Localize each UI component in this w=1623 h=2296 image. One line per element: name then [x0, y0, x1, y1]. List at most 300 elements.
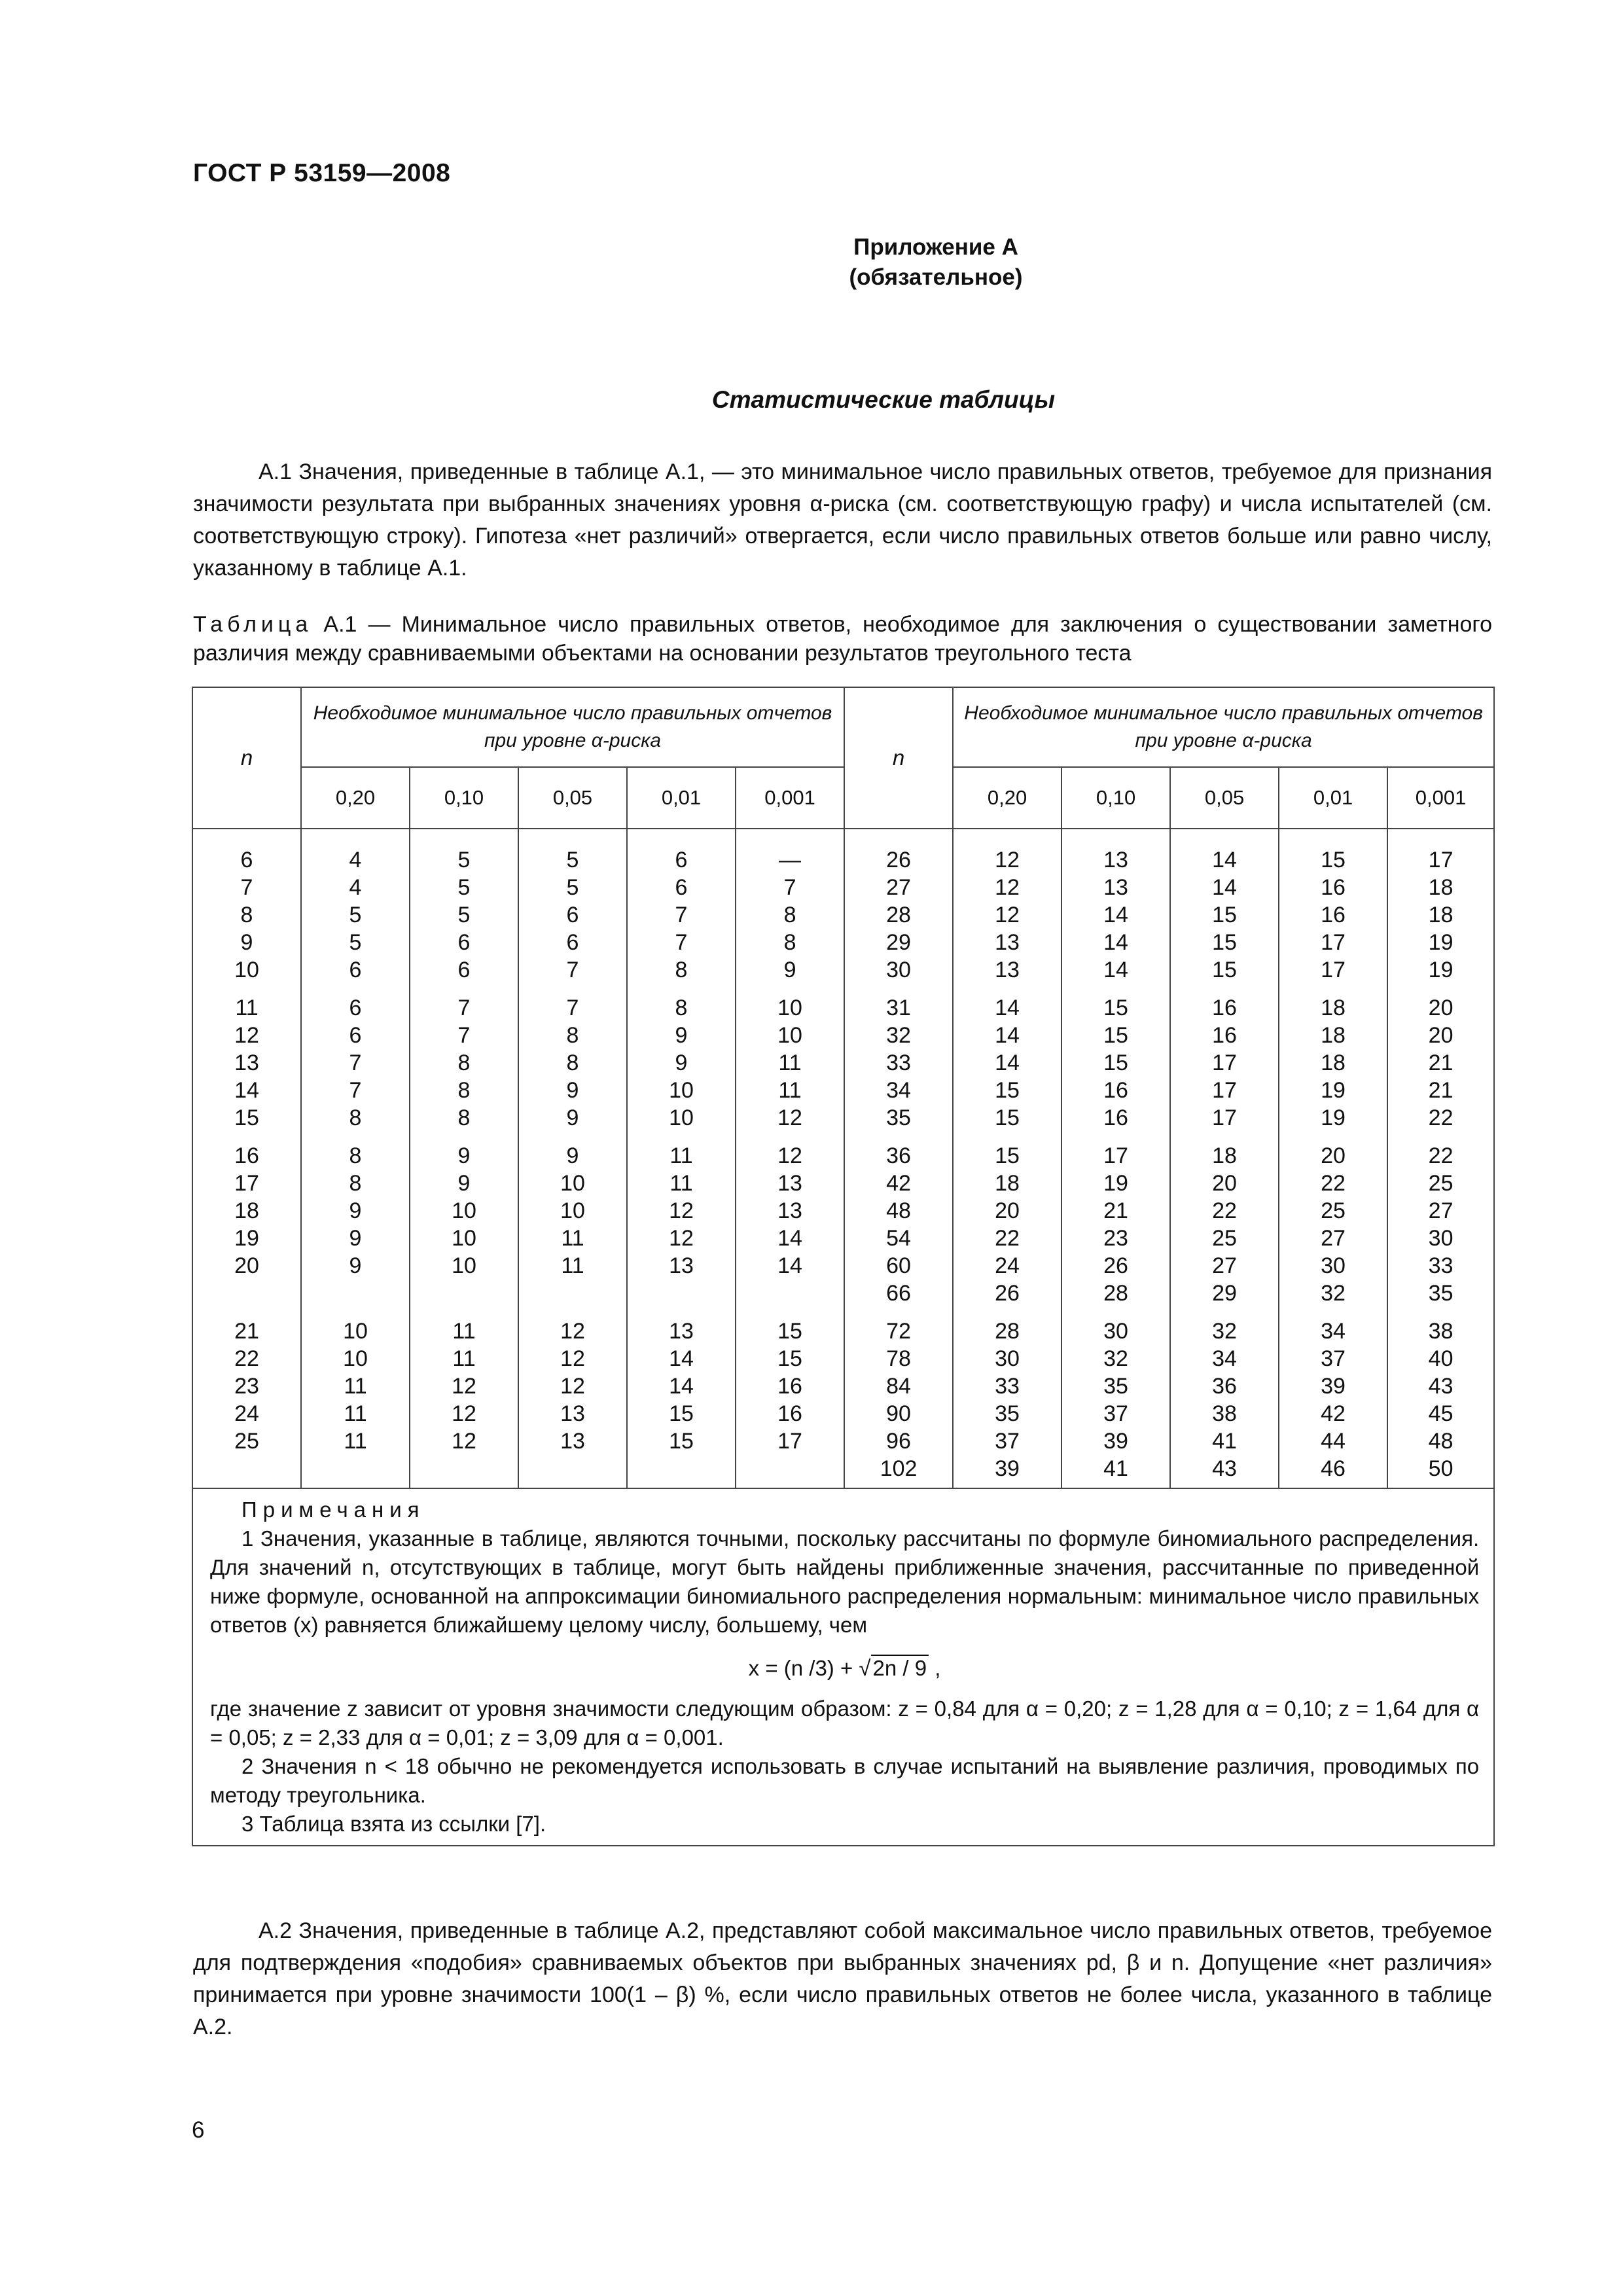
table-cell-left-c2: [410, 1312, 518, 1488]
table-cell-right-n: [844, 1137, 953, 1312]
table-value: 8: [675, 996, 688, 1020]
table-value: 43: [1428, 1374, 1454, 1399]
table-value: 18: [1321, 1050, 1346, 1075]
table-value: 17: [1212, 1105, 1237, 1130]
table-cell-left-c5: [736, 1137, 844, 1312]
table-value: 17: [1321, 930, 1346, 955]
table-cell-left-c2: [410, 841, 518, 989]
table-cell-left-c4: [627, 989, 736, 1137]
table-value: 12: [669, 1226, 694, 1251]
table-value: 13: [777, 1171, 802, 1196]
table-cell-right-c2: [1061, 989, 1170, 1137]
table-value: 6: [457, 958, 471, 982]
table-value: 15: [1103, 996, 1128, 1020]
table-cell-right-n: [844, 841, 953, 989]
table-value: 15: [234, 1105, 259, 1130]
table-value: 7: [240, 875, 253, 900]
table-cell-left-n: [192, 989, 301, 1137]
table-value: 18: [234, 1198, 259, 1223]
table-value: 13: [669, 1253, 694, 1278]
table-row-block: [192, 1312, 1494, 1488]
table-value: 9: [349, 1226, 362, 1251]
table-value: 18: [1321, 1023, 1346, 1048]
table-value: 12: [234, 1023, 259, 1048]
table-value: 10: [234, 958, 259, 982]
table-value: 10: [560, 1171, 585, 1196]
table-value: 15: [995, 1105, 1020, 1130]
table-value: 42: [886, 1171, 911, 1196]
table-value: 5: [457, 903, 471, 927]
table-value: 38: [1212, 1401, 1237, 1426]
table-cell-right-c2: [1061, 841, 1170, 989]
table-value: 9: [349, 1198, 362, 1223]
table-value: 12: [777, 1143, 802, 1168]
table-value: 30: [886, 958, 911, 982]
table-value: 35: [886, 1105, 911, 1130]
table-value: 15: [777, 1319, 802, 1344]
table-value: 43: [1212, 1456, 1237, 1481]
table-value: 11: [235, 996, 259, 1020]
table-value: 20: [1428, 996, 1454, 1020]
table-value: 25: [234, 1429, 259, 1454]
table-value: 40: [1428, 1346, 1454, 1371]
table-value: 11: [778, 1050, 802, 1075]
table-cell-right-c2: [1061, 1137, 1170, 1312]
table-cell-right-c1: [953, 989, 1061, 1137]
table-value: 28: [886, 903, 911, 927]
table-value: 14: [1212, 875, 1237, 900]
table-value: 35: [1428, 1281, 1454, 1306]
table-value: 11: [452, 1346, 476, 1371]
table-value: 16: [777, 1401, 802, 1426]
table-value: 14: [1103, 930, 1128, 955]
table-value: 36: [886, 1143, 911, 1168]
paragraph-a1: [193, 456, 1492, 584]
table-value: 16: [1103, 1078, 1128, 1103]
table-value: 8: [349, 1171, 362, 1196]
table-value: 12: [560, 1374, 585, 1399]
table-value: 30: [1428, 1226, 1454, 1251]
table-cell-left-c1: [301, 1312, 410, 1488]
table-value: 21: [234, 1319, 259, 1344]
table-value: 17: [1103, 1143, 1128, 1168]
formula-lhs: x = (n /3) +: [748, 1656, 859, 1680]
table-cell-right-c4: [1279, 841, 1387, 989]
table-value: 60: [886, 1253, 911, 1278]
table-value: 6: [349, 958, 362, 982]
table-value: 26: [995, 1281, 1020, 1306]
table-value: 27: [1212, 1253, 1237, 1278]
table-cell-left-c2: [410, 1137, 518, 1312]
table-value: 18: [1212, 1143, 1237, 1168]
table-value: 12: [995, 848, 1020, 872]
table-value: 90: [886, 1401, 911, 1426]
table-value: 12: [452, 1401, 476, 1426]
table-value: 27: [1428, 1198, 1454, 1223]
table-value: 6: [675, 848, 688, 872]
table-value: 45: [1428, 1401, 1454, 1426]
table-cell-right-c5: [1387, 1137, 1494, 1312]
table-value: 11: [344, 1374, 367, 1399]
table-value: 11: [561, 1226, 584, 1251]
table-value: 7: [349, 1078, 362, 1103]
table-value: 7: [566, 996, 579, 1020]
table-value: 39: [1103, 1429, 1128, 1454]
table-value: 41: [1212, 1429, 1237, 1454]
table-value: 16: [777, 1374, 802, 1399]
table-cell-right-c3: [1170, 989, 1279, 1137]
table-value: 14: [234, 1078, 259, 1103]
table-cell-left-c3: [518, 841, 627, 989]
table-value: 29: [886, 930, 911, 955]
table-value: 7: [566, 958, 579, 982]
table-value: 10: [343, 1319, 368, 1344]
table-value: 13: [995, 930, 1020, 955]
table-value: 15: [1212, 903, 1237, 927]
table-value: 14: [1212, 848, 1237, 872]
table-value: 102: [880, 1456, 918, 1481]
table-value: 8: [240, 903, 253, 927]
document-header: ГОСТ Р 53159—2008: [193, 159, 451, 187]
table-value: 16: [1321, 875, 1346, 900]
table-value: 20: [1212, 1171, 1237, 1196]
table-value: 17: [1212, 1050, 1237, 1075]
table-value: 9: [457, 1171, 471, 1196]
table-value: 31: [886, 996, 911, 1020]
table-value: 48: [886, 1198, 911, 1223]
table-value: 5: [566, 875, 579, 900]
table-value: 35: [1103, 1374, 1128, 1399]
table-value: 14: [995, 1023, 1020, 1048]
table-value: 22: [1428, 1105, 1454, 1130]
table-cell-left-c1: [301, 1137, 410, 1312]
table-value: 25: [1212, 1226, 1237, 1251]
table-value: 14: [777, 1226, 802, 1251]
table-value: 20: [234, 1253, 259, 1278]
table-value: 9: [240, 930, 253, 955]
table-cell-right-n: [844, 989, 953, 1137]
table-value: 19: [1428, 958, 1454, 982]
table-value: 13: [560, 1429, 585, 1454]
formula: [210, 1654, 1479, 1683]
table-value: 10: [777, 996, 802, 1020]
table-value: 9: [675, 1050, 688, 1075]
section-title: Статистические таблицы: [711, 386, 1056, 413]
table-value: 10: [669, 1105, 694, 1130]
table-caption-label: Таблица: [193, 612, 313, 637]
table-value: 5: [566, 848, 579, 872]
table-value: 14: [995, 1050, 1020, 1075]
table-notes: [192, 1488, 1494, 1846]
table-value: 39: [995, 1456, 1020, 1481]
note-3: 3 Таблица взята из ссылки [7].: [241, 1812, 546, 1836]
table-value: 17: [777, 1429, 802, 1454]
col-header-level-005: 0,05: [1170, 767, 1279, 829]
table-value: 28: [1103, 1281, 1128, 1306]
table-value: 30: [995, 1346, 1020, 1371]
table-cell-right-c2: [1061, 1312, 1170, 1488]
table-value: 8: [783, 930, 796, 955]
table-value: 17: [1428, 848, 1454, 872]
table-cell-left-c5: [736, 989, 844, 1137]
table-value: 20: [1321, 1143, 1346, 1168]
table-value: 11: [669, 1171, 693, 1196]
table-cell-right-c4: [1279, 1312, 1387, 1488]
table-value: 12: [452, 1429, 476, 1454]
table-value: 15: [995, 1143, 1020, 1168]
table-value: 32: [1103, 1346, 1128, 1371]
table-value: 6: [675, 875, 688, 900]
table-value: 11: [778, 1078, 802, 1103]
table-value: 26: [886, 848, 911, 872]
table-value: 10: [669, 1078, 694, 1103]
table-caption: [193, 610, 1492, 668]
table-value: 18: [1428, 875, 1454, 900]
table-value: 27: [886, 875, 911, 900]
table-value: 13: [777, 1198, 802, 1223]
table-value: 8: [675, 958, 688, 982]
table-value: 12: [669, 1198, 694, 1223]
table-value: 16: [1212, 996, 1237, 1020]
table-data: [192, 841, 1494, 1488]
table-value: 12: [995, 903, 1020, 927]
table-value: 12: [995, 875, 1020, 900]
table-value: 44: [1321, 1429, 1346, 1454]
page-number: 6: [192, 2117, 205, 2143]
table-value: 5: [457, 848, 471, 872]
table-value: 22: [1212, 1198, 1237, 1223]
table-value: 10: [452, 1253, 476, 1278]
col-header-level-001: 0,01: [627, 767, 736, 829]
table-value: 14: [1103, 903, 1128, 927]
table-value: 19: [234, 1226, 259, 1251]
table-value: 16: [1321, 903, 1346, 927]
table-value: 19: [1428, 930, 1454, 955]
paragraph-a2-text: А.2 Значения, приведенные в таблице А.2, представляют собой максимальное число правильных ответов, требуемое для подтверждения «подобия» сравниваемых объектов при выбранных значениях pd, β и n. Допущение «нет различия» принимается при уровне значимости 100(1 – β) %, если число правильных ответов не более числа, указанного в таблице А.2.: [193, 1918, 1492, 2039]
table-value: 21: [1428, 1050, 1454, 1075]
table-value: 10: [777, 1023, 802, 1048]
table-value: 11: [452, 1319, 476, 1344]
table-value: 6: [566, 903, 579, 927]
table-value: 8: [349, 1143, 362, 1168]
table-value: 66: [886, 1281, 911, 1306]
table-cell-left-c2: [410, 989, 518, 1137]
table-value: 9: [566, 1143, 579, 1168]
table-value: 7: [349, 1050, 362, 1075]
col-header-group-left: Необходимое минимальное число правильных отчетов при уровне α-риска: [301, 687, 844, 767]
table-value: 29: [1212, 1281, 1237, 1306]
table-value: 7: [457, 996, 471, 1020]
paragraph-a1-text: А.1 Значения, приведенные в таблице А.1, — это минимальное число правильных ответов, требуемое для признания значимости результата при выбранных значениях уровня α-риска (см. соответствующую графу) и числа испытателей (см. соответствующую строку). Гипотеза «нет различий» отвергается, если число правильных ответов больше или равно числу, указанному в таблице А.1.: [193, 459, 1492, 581]
table-cell-right-c4: [1279, 989, 1387, 1137]
col-header-level-020: 0,20: [953, 767, 1061, 829]
statistics-table: [192, 687, 1495, 1846]
col-header-n-right: n: [844, 687, 953, 829]
table-row-block: [192, 841, 1494, 989]
table-value: 41: [1103, 1456, 1128, 1481]
table-value: 5: [349, 930, 362, 955]
table-cell-left-n: [192, 1312, 301, 1488]
table-value: 8: [783, 903, 796, 927]
table-value: 36: [1212, 1374, 1237, 1399]
note-2: 2 Значения n < 18 обычно не рекомендуется использовать в случае испытаний на выявление различия, проводимых по методу треугольника.: [210, 1754, 1480, 1807]
table-value: 12: [560, 1346, 585, 1371]
table-cell-left-n: [192, 841, 301, 989]
table-value: 5: [349, 903, 362, 927]
table-value: 12: [560, 1319, 585, 1344]
table-value: 35: [995, 1401, 1020, 1426]
table-value: 8: [566, 1023, 579, 1048]
table-cell-left-n: [192, 1137, 301, 1312]
table-cell-left-c5: [736, 841, 844, 989]
table-value: 7: [457, 1023, 471, 1048]
table-value: 10: [452, 1198, 476, 1223]
table-value: 50: [1428, 1456, 1454, 1481]
table-value: 20: [995, 1198, 1020, 1223]
table-value: 19: [1103, 1171, 1128, 1196]
table-value: 20: [1428, 1023, 1454, 1048]
table-value: 12: [777, 1105, 802, 1130]
table-value: 22: [234, 1346, 259, 1371]
table-value: 13: [560, 1401, 585, 1426]
table-value: 14: [1103, 958, 1128, 982]
table-value: 24: [995, 1253, 1020, 1278]
table-value: 5: [457, 875, 471, 900]
table-value: 32: [886, 1023, 911, 1048]
table-value: 15: [995, 1078, 1020, 1103]
table-value: 17: [234, 1171, 259, 1196]
table-value: 12: [452, 1374, 476, 1399]
notes-title: Примечания: [241, 1498, 425, 1522]
table-cell-left-c3: [518, 1137, 627, 1312]
table-value: 8: [457, 1050, 471, 1075]
table-value: 13: [234, 1050, 259, 1075]
table-caption-text: А.1 — Минимальное число правильных ответов, необходимое для заключения о существовании заметного различия между сравниваемыми объектами на основании результатов треугольного теста: [193, 612, 1492, 666]
note-1: 1 Значения, указанные в таблице, являются точными, поскольку рассчитаны по формуле биномиального распределения. Для значений n, отсутствующих в таблице, могут быть найдены приближенные значения, рассчитанные по приведенной ниже формуле, основанной на аппроксимации биномиального распределения нормальным: минимальное число правильных ответов (x) равняется ближайшему целому числу, большему, чем: [210, 1526, 1480, 1637]
table-value: 54: [886, 1226, 911, 1251]
table-value: 9: [566, 1078, 579, 1103]
table-value: 15: [1212, 958, 1237, 982]
table-value: 72: [886, 1319, 911, 1344]
col-header-group-right: Необходимое минимальное число правильных отчетов при уровне α-риска: [953, 687, 1494, 767]
table-cell-right-c5: [1387, 841, 1494, 989]
paragraph-a2: [193, 1915, 1492, 2043]
table-value: 6: [240, 848, 253, 872]
table-value: 15: [1321, 848, 1346, 872]
table-value: 11: [669, 1143, 693, 1168]
table-value: 14: [669, 1346, 694, 1371]
table-value: 8: [566, 1050, 579, 1075]
table-value: 17: [1212, 1078, 1237, 1103]
table-value: 32: [1212, 1319, 1237, 1344]
table-value: 13: [1103, 875, 1128, 900]
table-value: 15: [669, 1401, 694, 1426]
table-cell-right-c4: [1279, 1137, 1387, 1312]
table-value: 8: [349, 1105, 362, 1130]
table-value: 18: [995, 1171, 1020, 1196]
table-cell-left-c1: [301, 989, 410, 1137]
table-value: 16: [234, 1143, 259, 1168]
table-value: 19: [1321, 1078, 1346, 1103]
table-value: 78: [886, 1346, 911, 1371]
table-cell-right-c3: [1170, 841, 1279, 989]
table-cell-left-c3: [518, 989, 627, 1137]
table-value: 15: [1103, 1050, 1128, 1075]
table-cell-left-c4: [627, 1312, 736, 1488]
table-value: 6: [566, 930, 579, 955]
table-value: 33: [1428, 1253, 1454, 1278]
table-value: 13: [669, 1319, 694, 1344]
col-header-level-0001: 0,001: [736, 767, 844, 829]
table-value: 33: [995, 1374, 1020, 1399]
table-cell-right-c5: [1387, 1312, 1494, 1488]
table-value: 25: [1321, 1198, 1346, 1223]
formula-radicand: 2n / 9: [871, 1655, 929, 1680]
appendix-status: (обязательное): [849, 264, 1023, 290]
table-value: 8: [457, 1078, 471, 1103]
table-value: 7: [675, 930, 688, 955]
table-value: 48: [1428, 1429, 1454, 1454]
table-value: 14: [777, 1253, 802, 1278]
table-value: 10: [452, 1226, 476, 1251]
table-value: 16: [1103, 1105, 1128, 1130]
table-cell-left-c4: [627, 841, 736, 989]
table-value: 38: [1428, 1319, 1454, 1344]
table-cell-right-n: [844, 1312, 953, 1488]
table-cell-right-c1: [953, 1137, 1061, 1312]
col-header-level-010: 0,10: [1061, 767, 1170, 829]
table-value: 22: [1428, 1143, 1454, 1168]
table-value: 37: [1321, 1346, 1346, 1371]
table-value: 17: [1321, 958, 1346, 982]
col-header-level-0001: 0,001: [1387, 767, 1494, 829]
table-value: 19: [1321, 1105, 1346, 1130]
table-value: 15: [777, 1346, 802, 1371]
table-value: 7: [783, 875, 796, 900]
table-value: 13: [1103, 848, 1128, 872]
table-value: 23: [1103, 1226, 1128, 1251]
col-header-n-left: n: [192, 687, 301, 829]
table-value: 23: [234, 1374, 259, 1399]
table-value: 21: [1103, 1198, 1128, 1223]
table-cell-right-c3: [1170, 1312, 1279, 1488]
table-value: 22: [995, 1226, 1020, 1251]
table-value: 6: [457, 930, 471, 955]
table-value: 37: [1103, 1401, 1128, 1426]
table-row-block: [192, 1137, 1494, 1312]
appendix-title: Приложение А: [853, 234, 1018, 260]
table-value: —: [779, 848, 802, 872]
col-header-level-001: 0,01: [1279, 767, 1387, 829]
table-value: 9: [349, 1253, 362, 1278]
table-value: 28: [995, 1319, 1020, 1344]
table-cell-left-c1: [301, 841, 410, 989]
table-value: 27: [1321, 1226, 1346, 1251]
table-value: 30: [1103, 1319, 1128, 1344]
table-value: 4: [349, 875, 362, 900]
col-header-level-005: 0,05: [518, 767, 627, 829]
table-value: 15: [1212, 930, 1237, 955]
table-value: 34: [1212, 1346, 1237, 1371]
table-value: 10: [343, 1346, 368, 1371]
table-value: 30: [1321, 1253, 1346, 1278]
table-value: 9: [566, 1105, 579, 1130]
table-value: 9: [457, 1143, 471, 1168]
table-value: 39: [1321, 1374, 1346, 1399]
table-value: 18: [1321, 996, 1346, 1020]
table-cell-right-c1: [953, 1312, 1061, 1488]
table-value: 15: [1103, 1023, 1128, 1048]
